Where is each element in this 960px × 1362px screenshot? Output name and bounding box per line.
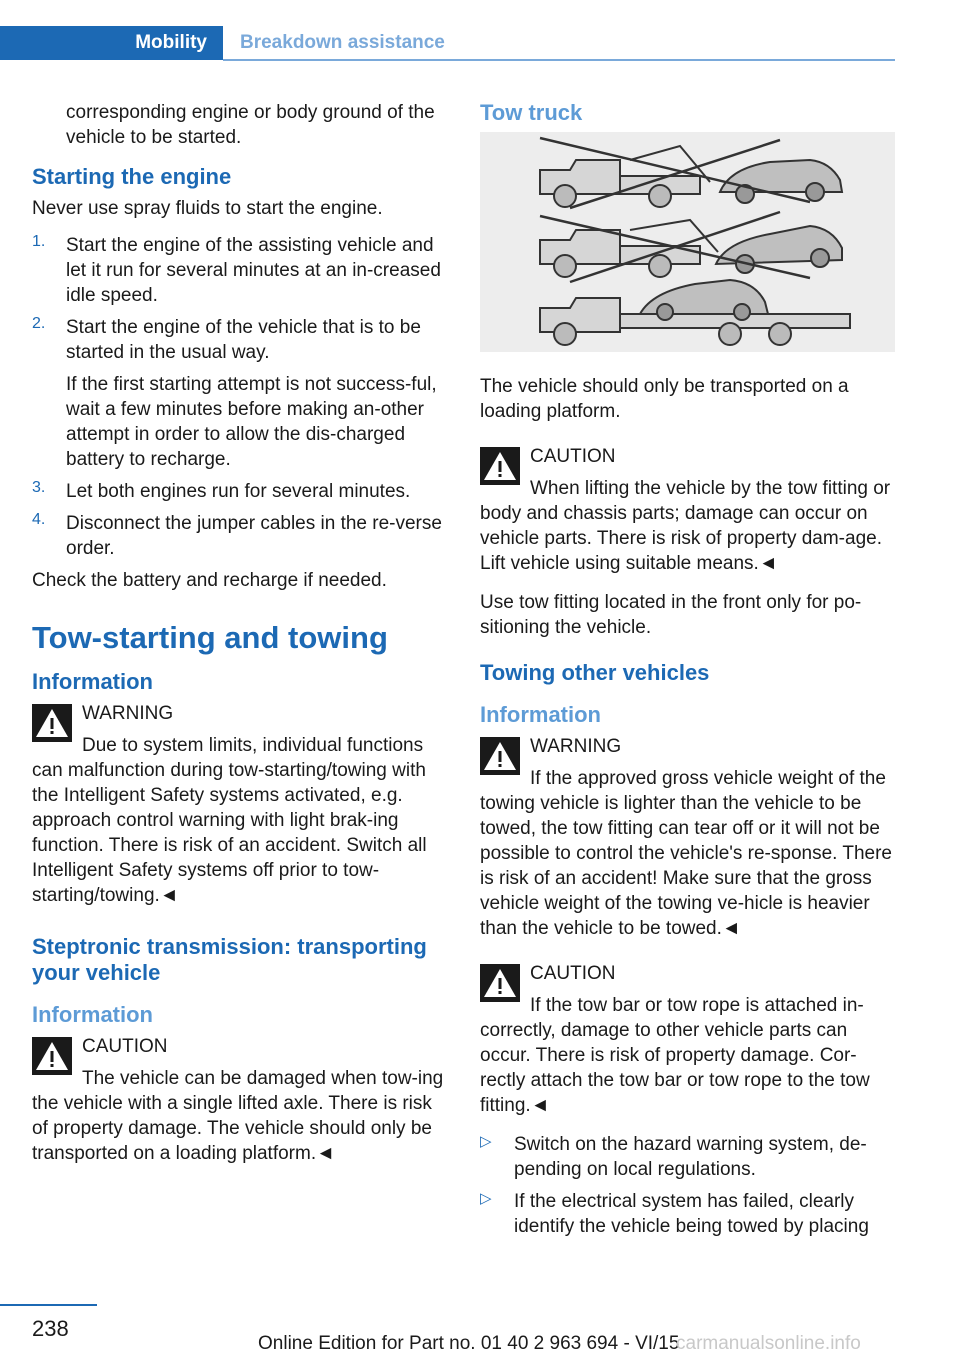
caution-text: The vehicle can be damaged when tow‐ing the vehicle with a single lifted axle. There is risk of property damage. The vehicle should only be transported on a loading platform.◄: [32, 1068, 444, 1164]
chapter-tab-label: Mobility: [135, 32, 207, 53]
step-text: Start the engine of the assisting vehicle and let it run for several minutes at an in‐creased idle speed.: [66, 235, 441, 306]
caution-note: [480, 444, 895, 576]
caution-label: CAUTION: [530, 963, 616, 984]
warning-triangle-icon: [480, 964, 520, 1002]
right-column: [480, 100, 895, 1246]
bullet-text: If the electrical system has failed, clearly identify the vehicle being towed by placing: [514, 1191, 869, 1237]
list-item: [32, 315, 450, 472]
header-rule: [223, 59, 895, 61]
edition-text: Online Edition for Part no. 01 40 2 963 694 - VI/15: [258, 1333, 680, 1354]
caution-note: [32, 1034, 450, 1166]
bullet-text: Switch on the hazard warning system, de‐pending on local regulations.: [514, 1134, 867, 1180]
step-continuation: If the first starting attempt is not success‐ful, wait a few minutes before making an‐other attempt in order to allow the dis‐charged battery to recharge.: [66, 374, 437, 470]
caution-label: CAUTION: [82, 1036, 168, 1057]
tow-truck-drawing: [480, 132, 895, 352]
tow-fitting-text: Use tow fitting located in the front only for po‐sitioning the vehicle.: [480, 592, 862, 638]
caution-text: When lifting the vehicle by the tow fitting or body and chassis parts; damage can occur on vehicle parts. There is risk of property dam‐age. Lift vehicle using suitable means.◄: [480, 478, 891, 574]
chapter-tab: [0, 26, 223, 60]
caution-label: CAUTION: [530, 446, 616, 467]
list-item: [32, 479, 450, 504]
step-number: 1.: [32, 233, 46, 250]
list-item: [480, 1189, 895, 1239]
continued-text: corresponding engine or body ground of the vehicle to be started.: [66, 102, 435, 148]
tow-truck-text: The vehicle should only be transported on a loading platform.: [480, 376, 849, 422]
step-number: 4.: [32, 511, 46, 528]
heading-information-sub: Information: [32, 1002, 153, 1027]
step-text: Let both engines run for several minutes.: [66, 481, 411, 502]
warning-text: If the approved gross vehicle weight of the towing vehicle is lighter than the vehicle to be towed, the tow fitting can tear off or it will not be possible to control the vehicle's re‐sponse. There is risk of an accident! Make sure that the gross vehicle weight of the towing ve‐hicle is heavier than the vehicle to be towed.◄: [480, 768, 892, 939]
heading-tow-starting: Tow-starting and towing: [32, 620, 388, 655]
heading-information-sub: Information: [480, 702, 601, 727]
step-text: Start the engine of the vehicle that is to be started in the usual way.: [66, 317, 421, 363]
warning-triangle-icon: [480, 447, 520, 485]
list-item: [32, 511, 450, 561]
step-number: 3.: [32, 479, 46, 496]
caution-text: If the tow bar or tow rope is attached in‐correctly, damage to other vehicle parts can occur. There is risk of property damage. Cor‐rectly attach the tow bar or tow rope to the tow fitting.◄: [480, 995, 870, 1116]
bullet-triangle-icon: ▷: [480, 1133, 492, 1150]
warning-triangle-icon: [32, 1037, 72, 1075]
warning-label: WARNING: [530, 736, 622, 757]
starting-steps-list: [32, 233, 450, 561]
step-text: Disconnect the jumper cables in the re‐verse order.: [66, 513, 442, 559]
list-item: [480, 1132, 895, 1182]
tow-truck-illustration: [480, 132, 895, 352]
heading-tow-truck: Tow truck: [480, 100, 583, 125]
page-header: [0, 26, 895, 62]
heading-information: Information: [32, 669, 153, 694]
section-title: Breakdown assistance: [240, 32, 445, 53]
heading-starting-engine: Starting the engine: [32, 164, 232, 189]
starting-outro: Check the battery and recharge if needed.: [32, 570, 387, 591]
warning-triangle-icon: [32, 704, 72, 742]
warning-label: WARNING: [82, 703, 174, 724]
left-column: [32, 100, 450, 1180]
footer-rule: [0, 1304, 97, 1306]
heading-steptronic: Steptronic transmission: transporting your vehicle: [32, 934, 427, 985]
step-number: 2.: [32, 315, 46, 332]
towing-bullet-list: [480, 1132, 895, 1239]
page-number: 238: [32, 1316, 69, 1341]
warning-text: Due to system limits, individual functions can malfunction during tow-starting/towing with the Intelligent Safety systems activated, e.g. approach control warning with light brak‐ing function. There is risk of an accident. Switch all Intelligent Safety systems off prior to tow-starting/towing.◄: [32, 735, 427, 906]
starting-intro: Never use spray fluids to start the engine.: [32, 198, 383, 219]
caution-note: [480, 961, 895, 1118]
watermark: carmanualsonline.info: [676, 1333, 861, 1354]
warning-triangle-icon: [480, 737, 520, 775]
list-item: [32, 233, 450, 308]
warning-note: [32, 701, 450, 908]
warning-note: [480, 734, 895, 941]
heading-towing-other: Towing other vehicles: [480, 660, 710, 685]
bullet-triangle-icon: ▷: [480, 1190, 492, 1207]
